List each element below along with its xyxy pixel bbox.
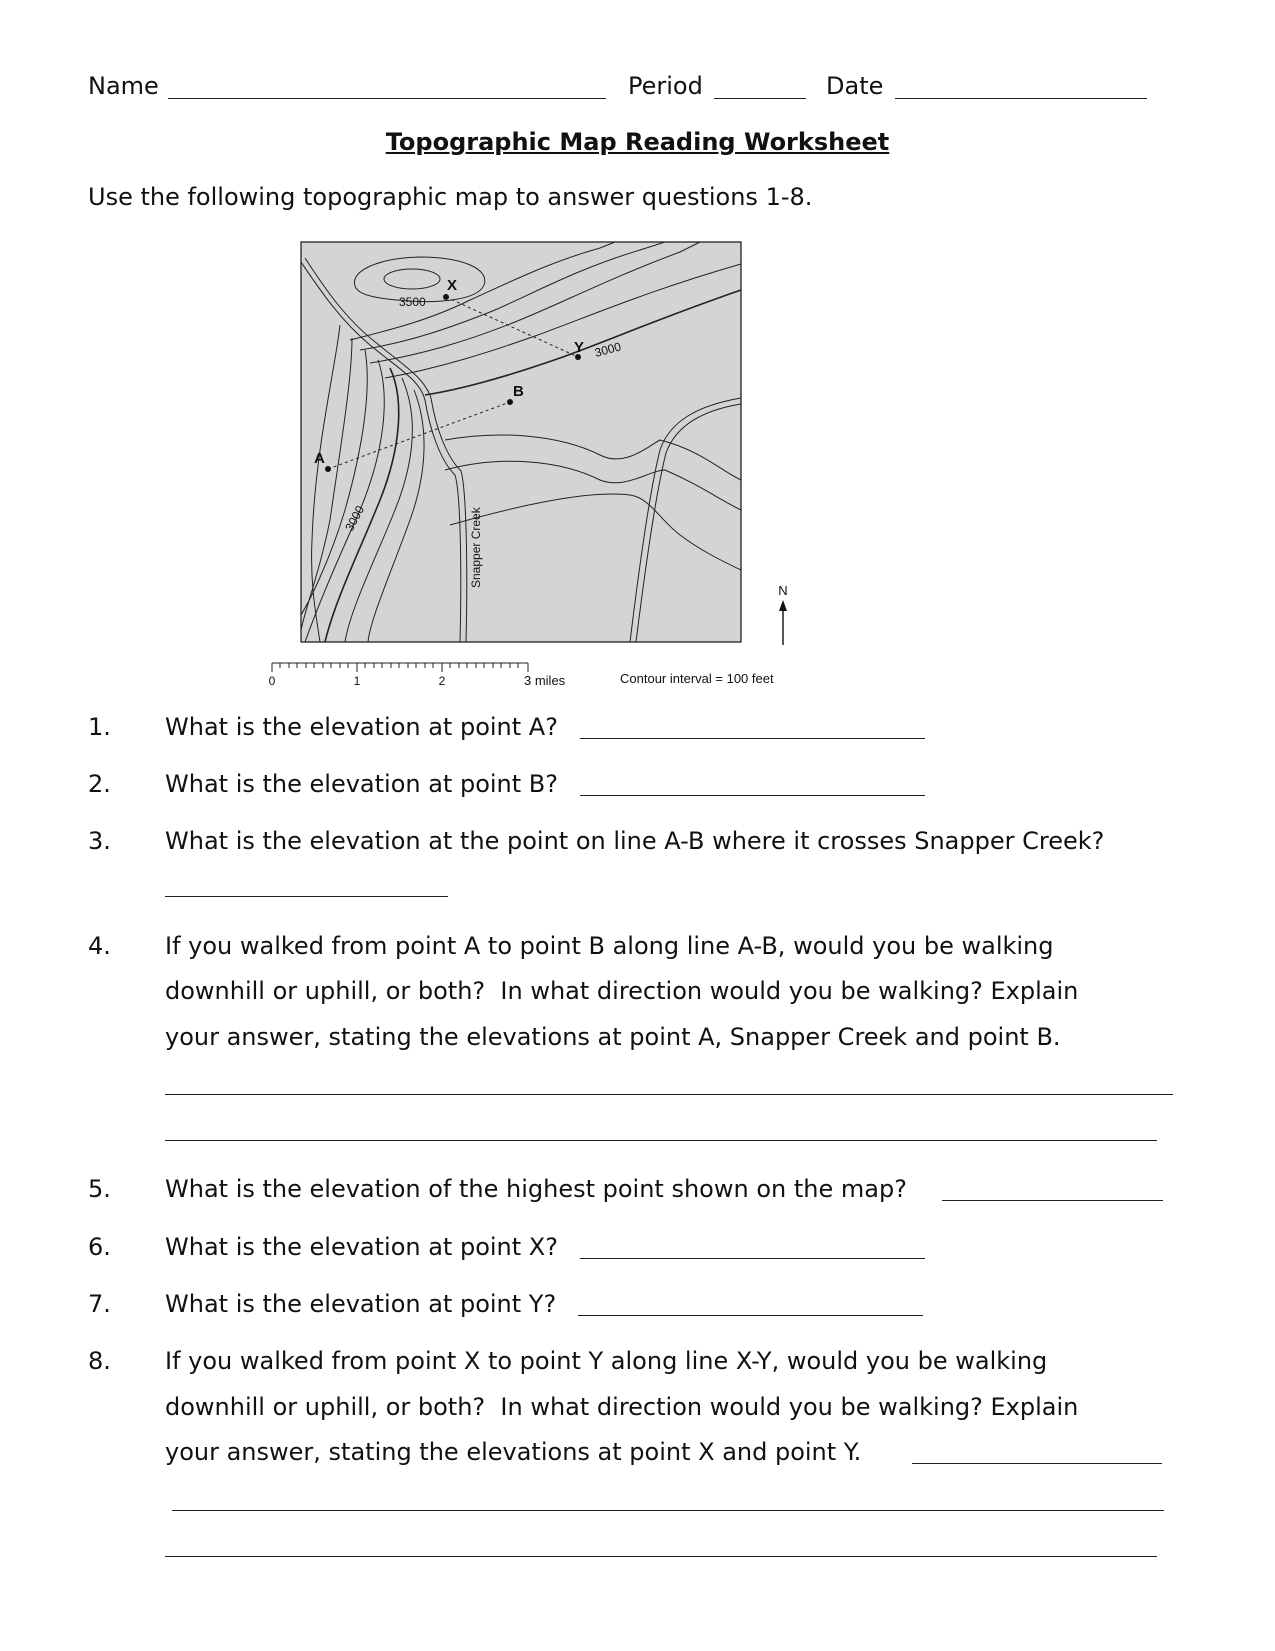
topographic-map	[260, 235, 820, 690]
page-title: Topographic Map Reading Worksheet	[385, 128, 890, 156]
answer-line-7[interactable]	[578, 1315, 923, 1316]
date-field[interactable]	[895, 76, 1147, 99]
period-field[interactable]	[714, 76, 806, 99]
elevation-label-3000-left: 3000	[342, 503, 368, 534]
point-x-dot	[443, 294, 449, 300]
name-field[interactable]	[168, 76, 606, 99]
point-x-label: X	[447, 277, 458, 294]
question-3-text: What is the elevation at the point on line A-B where it crosses Snapper Creek?	[165, 827, 1105, 855]
date-label: Date	[826, 72, 884, 100]
north-label: N	[778, 583, 788, 598]
point-a-label: A	[314, 450, 325, 467]
answer-line-5[interactable]	[942, 1200, 1163, 1201]
question-7-text: What is the elevation at point Y?	[165, 1290, 557, 1318]
question-6-text: What is the elevation at point X?	[165, 1233, 558, 1261]
question-number-3: 3.	[88, 827, 111, 855]
period-label: Period	[628, 72, 703, 100]
north-arrow-icon	[779, 600, 787, 645]
question-8-line-3: your answer, stating the elevations at point X and point Y.	[165, 1438, 862, 1466]
name-label: Name	[88, 72, 159, 100]
question-number-8: 8.	[88, 1347, 111, 1375]
answer-line-4a[interactable]	[165, 1094, 1173, 1095]
scale-tick-1: 1	[353, 674, 361, 688]
elevation-label-3000-top: 3000	[593, 339, 623, 360]
answer-line-3[interactable]	[165, 896, 448, 897]
answer-line-1[interactable]	[580, 738, 925, 739]
point-a-dot	[325, 466, 331, 472]
map-frame	[301, 242, 741, 642]
question-number-1: 1.	[88, 713, 111, 741]
question-number-5: 5.	[88, 1175, 111, 1203]
scale-bar	[272, 663, 528, 672]
question-4-line-3: your answer, stating the elevations at point A, Snapper Creek and point B.	[165, 1023, 1061, 1051]
question-4-line-1: If you walked from point A to point B along line A-B, would you be walking	[165, 932, 1054, 960]
scale-tick-3: 3 miles	[524, 673, 566, 688]
question-8-line-2: downhill or uphill, or both? In what direction would you be walking? Explain	[165, 1393, 1079, 1421]
question-4-line-2: downhill or uphill, or both? In what direction would you be walking? Explain	[165, 977, 1079, 1005]
question-number-7: 7.	[88, 1290, 111, 1318]
answer-line-2[interactable]	[580, 795, 925, 796]
question-number-2: 2.	[88, 770, 111, 798]
elevation-label-3500: 3500	[399, 295, 426, 309]
question-1-text: What is the elevation at point A?	[165, 713, 558, 741]
answer-line-8a[interactable]	[912, 1463, 1162, 1464]
answer-line-8c[interactable]	[165, 1556, 1157, 1557]
answer-line-8b[interactable]	[172, 1510, 1164, 1511]
creek-label: Snapper Creek	[469, 507, 483, 588]
question-5-text: What is the elevation of the highest point shown on the map?	[165, 1175, 907, 1203]
question-8-line-1: If you walked from point X to point Y along line X-Y, would you be walking	[165, 1347, 1048, 1375]
answer-line-4b[interactable]	[165, 1140, 1157, 1141]
question-2-text: What is the elevation at point B?	[165, 770, 558, 798]
point-y-label: Y	[574, 339, 585, 356]
answer-line-6[interactable]	[580, 1258, 925, 1259]
scale-tick-2: 2	[438, 674, 446, 688]
scale-tick-0: 0	[268, 674, 276, 688]
instructions: Use the following topographic map to answer questions 1-8.	[88, 183, 813, 211]
point-b-label: B	[513, 383, 524, 400]
question-number-6: 6.	[88, 1233, 111, 1261]
question-number-4: 4.	[88, 932, 111, 960]
contour-interval-label: Contour interval = 100 feet	[620, 671, 774, 686]
